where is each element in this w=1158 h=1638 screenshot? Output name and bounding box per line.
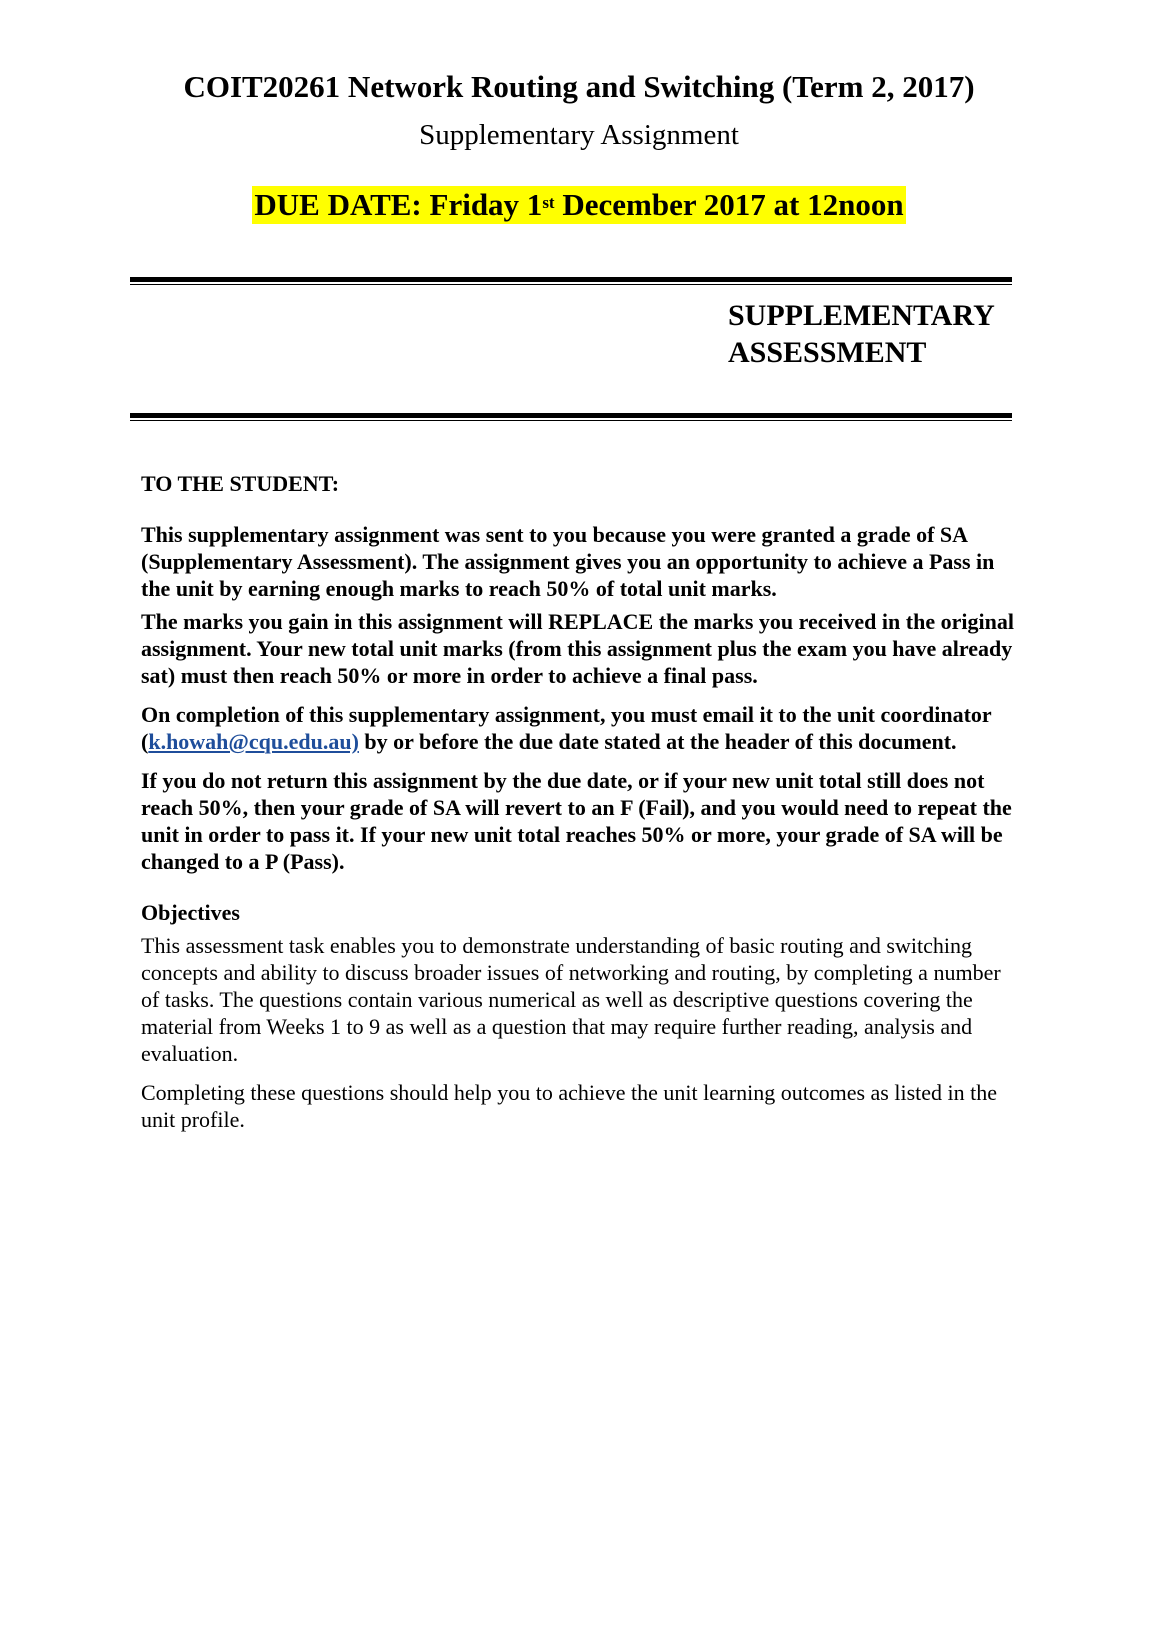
notice-paragraph-3-end: by or before the due date stated at the header of this document. [358,729,957,754]
notice-paragraph-1: This supplementary assignment was sent to you because you were granted a grade of SA (Supplementary Assessment). The assignment gives you an opportunity to achieve a Pass in the unit by earning enough marks to reach 50% of total unit marks. [141,522,995,601]
notice-paragraph-4: If you do not return this assignment by the due date, or if your new unit total still does not reach 50%, then your grade of SA will revert to an F (Fail), and you would need to repeat the unit in order to pass it. If your new unit total reaches 50% or more, your grade of SA will be changed to a P (Pass). [141,768,1012,874]
objectives-paragraph-2: Completing these questions should help you to achieve the unit learning outcomes as listed in the unit profile. [141,1080,998,1132]
supplementary-assessment-heading: SUPPLEMENTARY ASSESSMENT [728,299,994,369]
notice-paragraph-2: The marks you gain in this assignment will REPLACE the marks you received in the original assignment. Your new total unit marks (from this assignment plus the exam you have already sat) must then reach 50% or more in order to achieve a final pass. [141,609,1014,688]
document-body [141,470,1021,1133]
due-date-highlight [252,186,905,224]
bottom-double-rule [130,413,1012,421]
document-title: COIT20261 Network Routing and Switching (Term 2, 2017) [183,69,975,104]
top-double-rule [130,277,1012,285]
notice-paragraph-3 [141,701,1021,755]
due-date-ordinal: st [542,193,555,212]
objectives-heading: Objectives [141,900,240,925]
document-subtitle: Supplementary Assignment [419,119,739,151]
objectives-paragraph-1: This assessment task enables you to demonstrate understanding of basic routing and switching concepts and ability to discuss broader issues of networking and routing, by completing a number of tasks. The questions contain various numerical as well as descriptive questions covering the material from Weeks 1 to 9 as well as a question that may require further reading, analysis and evaluation. [141,933,1001,1066]
due-date-line [0,186,1158,224]
coordinator-email-link[interactable]: k.howah@cqu.edu.au) [148,729,359,754]
notice-paragraph-3-start: On completion of this supplementary assignment, you must email it to the unit coordinator ( [141,702,992,754]
to-the-student-heading: TO THE STUDENT: [141,471,340,496]
due-date-prefix: DUE DATE: Friday 1 [254,187,543,222]
due-date-suffix: December 2017 at 12noon [554,187,904,222]
